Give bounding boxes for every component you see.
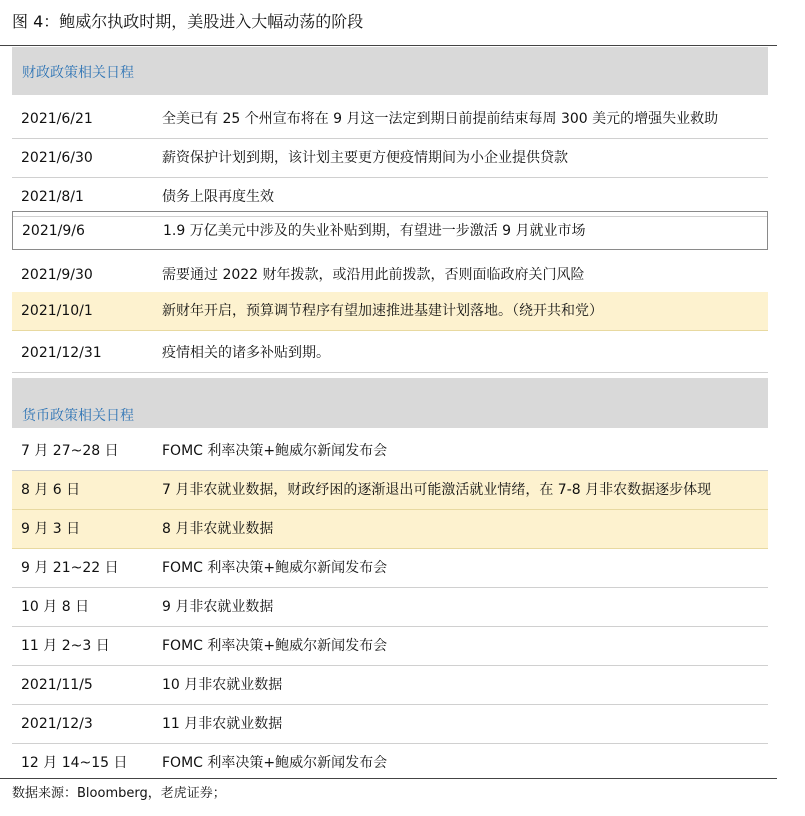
monetary-row-highlighted (12, 471, 768, 510)
monetary-row (12, 666, 768, 705)
row-date: 8 月 6 日 (21, 482, 81, 498)
row-description: 全美已有 25 个州宣布将在 9 月这一法定到期日前提前结束每周 300 美元的增强失业救助 (162, 111, 719, 127)
row-date: 9 月 3 日 (21, 521, 81, 537)
fiscal-section-header (12, 47, 768, 95)
row-date: 2021/6/30 (21, 150, 93, 166)
row-description: 8 月非农就业数据 (162, 521, 274, 537)
figure-title: 图 4：鲍威尔执政时期，美股进入大幅动荡的阶段 (12, 12, 364, 31)
monetary-row-highlighted (12, 510, 768, 549)
row-date: 2021/12/31 (21, 345, 102, 361)
monetary-row (12, 627, 768, 666)
bottom-divider (0, 778, 777, 779)
row-description: 10 月非农就业数据 (162, 677, 283, 693)
row-description: 需要通过 2022 财年拨款，或沿用此前拨款，否则面临政府关门风险 (162, 267, 585, 283)
monetary-section-header (12, 378, 768, 428)
row-description: 薪资保护计划到期，该计划主要更方便疫情期间为小企业提供贷款 (162, 150, 568, 166)
top-divider (0, 45, 777, 46)
row-description: FOMC 利率决策+鲍威尔新闻发布会 (162, 755, 388, 771)
fiscal-row (12, 256, 768, 295)
row-description: 11 月非农就业数据 (162, 716, 283, 732)
row-date: 12 月 14~15 日 (21, 755, 128, 771)
monetary-row (12, 588, 768, 627)
fiscal-section-title: 财政政策相关日程 (22, 65, 134, 81)
fiscal-row-boxed (12, 211, 768, 250)
data-source-note: 数据来源：Bloomberg，老虎证券； (12, 786, 226, 801)
row-description: 疫情相关的诸多补贴到期。 (162, 345, 330, 361)
row-description: FOMC 利率决策+鲍威尔新闻发布会 (162, 638, 388, 654)
monetary-row (12, 432, 768, 471)
row-date: 2021/12/3 (21, 716, 93, 732)
row-description: 1.9 万亿美元中涉及的失业补贴到期，有望进一步激活 9 月就业市场 (163, 223, 586, 239)
row-description: 债务上限再度生效 (162, 189, 274, 205)
row-date: 2021/10/1 (21, 303, 93, 319)
row-description: 新财年开启，预算调节程序有望加速推进基建计划落地。（绕开共和党） (162, 303, 603, 319)
row-date: 11 月 2~3 日 (21, 638, 110, 654)
row-date: 2021/8/1 (21, 189, 84, 205)
row-description: 7 月非农就业数据，财政纾困的逐渐退出可能激活就业情绪，在 7-8 月非农数据逐步体现 (162, 482, 712, 498)
row-date: 2021/6/21 (21, 111, 93, 127)
row-date: 9 月 21~22 日 (21, 560, 119, 576)
fiscal-row-highlighted (12, 292, 768, 331)
row-date: 10 月 8 日 (21, 599, 90, 615)
row-date: 2021/9/6 (22, 223, 85, 239)
fiscal-row (12, 334, 768, 373)
monetary-section-title: 货币政策相关日程 (22, 408, 134, 424)
row-date: 7 月 27~28 日 (21, 443, 119, 459)
fiscal-row (12, 100, 768, 139)
row-date: 2021/11/5 (21, 677, 93, 693)
monetary-row (12, 705, 768, 744)
row-description: FOMC 利率决策+鲍威尔新闻发布会 (162, 560, 388, 576)
monetary-row (12, 549, 768, 588)
row-description: 9 月非农就业数据 (162, 599, 274, 615)
row-date: 2021/9/30 (21, 267, 93, 283)
fiscal-row (12, 139, 768, 178)
row-description: FOMC 利率决策+鲍威尔新闻发布会 (162, 443, 388, 459)
